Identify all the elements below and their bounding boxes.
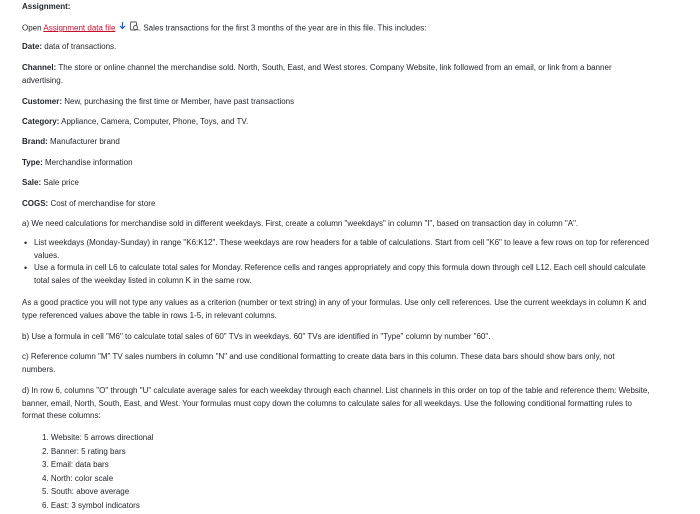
- formatting-rules-list: [42, 432, 342, 514]
- task-a: a) We need calculations for merchandise sold in different weekdays. First, create a column "weekdays" in column "I", based on transaction day in column "A".: [22, 219, 579, 228]
- file-preview-icon[interactable]: [129, 21, 139, 36]
- field-type: Type: Merchandise information: [22, 158, 133, 167]
- field-channel: Channel: The store or online channel the merchandise sold. North, South, East, and West stores. Company Website, link followed from an email, or link from a banner advertising.: [22, 63, 612, 85]
- task-c: c) Reference column "M" TV sales numbers in column "N" and use conditional formatting to create data bars in this column. These data bars should show bars only, not numbers.: [22, 352, 615, 374]
- open-file-line: [22, 21, 650, 36]
- task-a-bullets: [22, 237, 650, 287]
- field-brand: Brand: Manufacturer brand: [22, 137, 120, 146]
- field-sale: Sale: Sale price: [22, 178, 79, 187]
- assignment-data-file-link[interactable]: Assignment data file: [43, 23, 116, 33]
- list-item: 3. Email: data bars: [42, 460, 109, 470]
- field-category: Category: Appliance, Camera, Computer, Phone, Toys, and TV.: [22, 117, 249, 126]
- list-item: • Use a formula in cell L6 to calculate total sales for Monday. Reference cells and ranges appropriately and copy this formula down through cell L12. Each cell should calculate total sales of the weekday listed in column K in the same row.: [22, 262, 650, 287]
- list-item: 6. East: 3 symbol indicators: [42, 500, 140, 510]
- list-item: 4. North: color scale: [42, 473, 114, 483]
- task-d: d) In row 6, columns "O" through "U" calculate average sales for each weekday through each channel. List channels in this order on top of the table and reference them: Website, banner, email, North, South, East, and West. Your formulas must copy down the columns to calculate sales for all weekdays. Use the following conditional formatting rules to format these columns:: [22, 386, 650, 420]
- task-b: b) Use a formula in cell "M6" to calculate total sales of 60" TVs in weekdays. 60" TVs are identified in "Type" column by number "60".: [22, 332, 491, 341]
- open-suffix: . Sales transactions for the first 3 months of the year are in this file. This includes:: [138, 23, 427, 33]
- download-icon[interactable]: [118, 21, 127, 36]
- good-practice-note: As a good practice you will not type any values as a criterion (number or text string) in any of your formulas. Use only cell references. Use the current weekdays in column K and type referenced values above the table in rows 1-5, in relevant columns.: [22, 298, 647, 320]
- list-item: 1. Website: 5 arrows directional: [42, 433, 154, 442]
- field-cogs: COGS: Cost of merchandise for store: [22, 199, 156, 208]
- assignment-heading: Assignment:: [22, 2, 71, 11]
- list-item: • List weekdays (Monday-Sunday) in range "K6:K12". These weekdays are row headers for a table of calculations. Start from cell "K6" to leave a few rows on top for referenced values.: [22, 237, 650, 262]
- list-item: 2. Banner: 5 rating bars: [42, 446, 126, 456]
- list-item: 5. South: above average: [42, 487, 130, 497]
- open-prefix: Open: [22, 23, 44, 33]
- field-date: Date: data of transactions.: [22, 42, 117, 51]
- field-customer: Customer: New, purchasing the first time or Member, have past transactions: [22, 97, 295, 106]
